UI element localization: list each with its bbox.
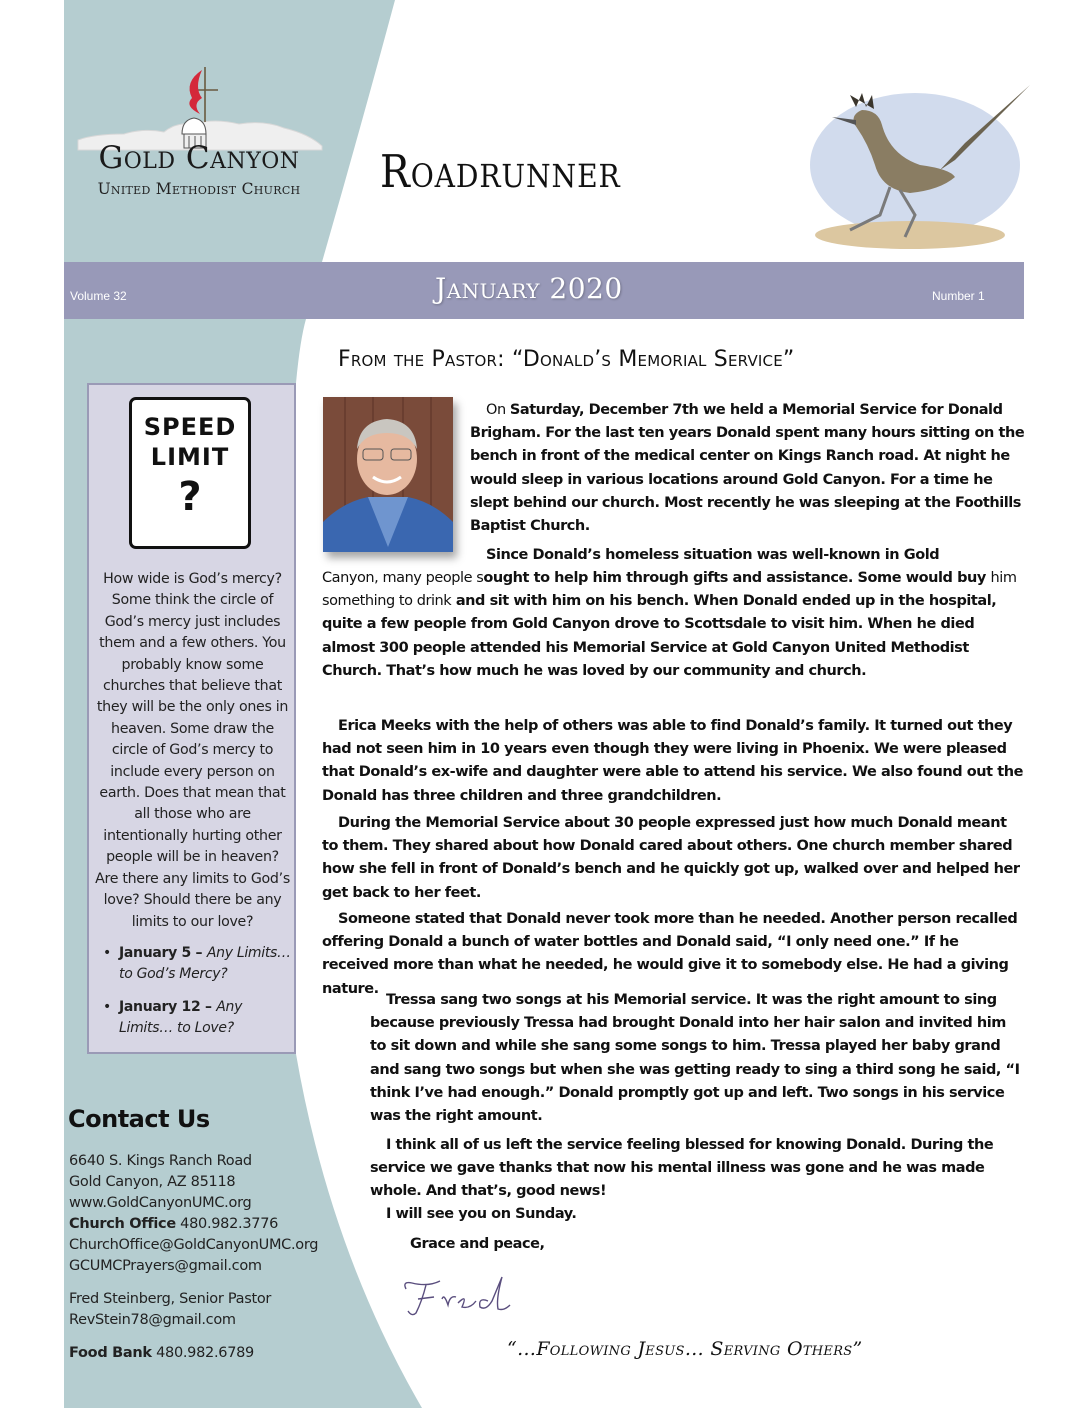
article-paragraph: Someone stated that Donald never took more than he needed. Another person recalled offering Donald a bunch of water bottles and Donald said, “I only need one.” If he received more than what he needed, he would give it to somebody else. He had a giving nature. <box>322 911 1018 997</box>
church-motto: “…Following Jesus… Serving Others” <box>507 1338 863 1360</box>
sign-question-mark: ? <box>178 474 202 520</box>
article-title: From the Pastor: “Donald’s Memorial Service” <box>338 347 795 372</box>
roadrunner-illustration <box>790 65 1035 255</box>
article-paragraph: I think all of us left the service feeling blessed for knowing Donald. During the service we gave thanks that now his mental illness was gone and he was made whole. And that’s, good news! <box>370 1137 994 1200</box>
volume-label: Volume 32 <box>70 289 127 303</box>
speed-limit-sign <box>129 397 251 549</box>
contact-prayer-email-link[interactable]: GCUMCPrayers@gmail.com <box>69 1258 262 1274</box>
paragraph-body: ought to help him through gifts and assistance. Some would buy <box>483 570 986 586</box>
sidebar-text: How wide is God’s mercy? Some think the circle of God’s mercy just includes them and a few others. You probably know some churches that believe that they will be the only ones in heaven. Some draw the circle of God’s mercy to include every person on earth. Does that mean that all those who are intentionally hurting other people will be in heaven? Are there any limits to God’s love? Should there be any limits to our love? <box>95 571 290 930</box>
issue-number: Number 1 <box>932 289 985 303</box>
article-paragraph: I will see you on Sunday. <box>386 1206 577 1222</box>
office-phone: 480.982.3776 <box>180 1216 279 1232</box>
issue-month: January 2020 <box>435 272 623 305</box>
paragraph-lead: On <box>486 402 510 418</box>
closing-line: Grace and peace, <box>410 1236 545 1252</box>
foodbank-label: Food Bank <box>69 1345 152 1361</box>
article-paragraph: Tressa sang two songs at his Memorial service. It was the right amount to sing because previously Tressa had brought Donald into her hair salon and invited him to sit down and while she sang some songs to him. Tressa played her baby grand and sang two songs but when she was getting ready to sing a third song he said, “I think I’ve had enough.” Donald promptly got up and left. Two songs in his service was the right amount. <box>370 992 1020 1125</box>
schedule-item <box>101 997 291 1039</box>
foodbank-phone: 480.982.6789 <box>156 1345 254 1361</box>
sign-line-1: SPEED <box>143 413 237 441</box>
contact-address-1: 6640 S. Kings Ranch Road <box>69 1153 252 1169</box>
paragraph-lead: Canyon, many people s <box>322 570 484 586</box>
sermon-schedule <box>101 943 291 1051</box>
pastor-photo <box>323 397 453 552</box>
contact-info <box>69 1151 318 1364</box>
article-paragraph: Since Donald’s homeless situation was well-known in Gold <box>486 547 940 563</box>
schedule-date: January 12 – <box>119 999 217 1015</box>
contact-pastor: Fred Steinberg, Senior Pastor <box>69 1291 272 1307</box>
sermon-series-box <box>87 383 296 1054</box>
paragraph-body: Saturday, December 7th we held a Memorial Service for Donald Brigham. For the last ten years Donald spent many hours sitting on the bench in front of the medical center on Kings Ranch road. At night he would sleep in various locations around Gold Canyon. For a time he slept behind our church. Most recently he was sleeping at the Foothills Baptist Church. <box>470 402 1025 535</box>
contact-office-email-link[interactable]: ChurchOffice@GoldCanyonUMC.org <box>69 1237 319 1253</box>
paragraph-body: him something to drink <box>322 570 1017 610</box>
church-name: Gold Canyon <box>98 140 300 176</box>
contact-foodbank <box>69 1343 318 1364</box>
schedule-title: Any Limits… to Love? <box>119 999 243 1036</box>
contact-heading: Contact Us <box>68 1105 210 1133</box>
contact-website-link[interactable]: www.GoldCanyonUMC.org <box>69 1195 252 1211</box>
paragraph-body: and sit with him on his bench. When Donald ended up in the hospital, quite a few people from Gold Canyon drove to Scottsdale to visit him. When he died almost 300 people attended his Memorial Service at Gold Canyon United Methodist Church. That’s how much he was loved by our community and church. <box>322 593 997 679</box>
contact-address-2: Gold Canyon, AZ 85118 <box>69 1174 236 1190</box>
schedule-item <box>101 943 291 985</box>
office-label: Church Office <box>69 1216 176 1232</box>
sign-line-2: LIMIT <box>150 443 230 471</box>
article-paragraph <box>322 567 1027 683</box>
article-paragraph: Erica Meeks with the help of others was able to find Donald’s family. It turned out they had not seen him in 10 years even though they were living in Phoenix. We were pleased that Donald’s ex-wife and daughter were able to attend his service. We also found out the Donald has three children and three grandchildren. <box>322 718 1023 804</box>
article-paragraph <box>470 399 1025 538</box>
contact-office <box>69 1214 318 1235</box>
contact-pastor-email-link[interactable]: RevStein78@gmail.com <box>69 1312 236 1328</box>
schedule-title: Any Limits…to God’s Mercy? <box>119 945 291 982</box>
article-paragraph: During the Memorial Service about 30 people expressed just how much Donald meant to them. They shared about how Donald cared about others. One church member shared how she fell in front of Donald’s bench and he quickly got up, walked over and helped her get back to her feet. <box>322 815 1020 901</box>
pastor-signature <box>398 1275 523 1320</box>
newsletter-title: Roadrunner <box>380 145 621 198</box>
church-subtitle: United Methodist Church <box>97 180 301 198</box>
schedule-date: January 5 – <box>119 945 207 961</box>
